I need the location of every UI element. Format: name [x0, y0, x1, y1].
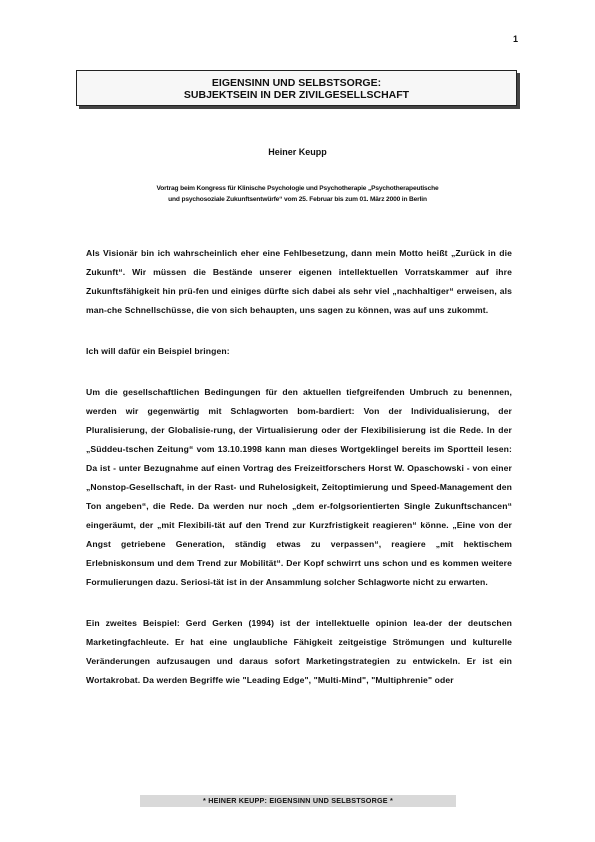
author-name: Heiner Keupp [268, 147, 327, 157]
paragraph-buzzwords: Um die gesellschaftlichen Bedingungen für den aktuellen tiefgreifenden Umbruch zu benennen, werden wir gegenwärtig mit Schlagworten bom-bardiert: Von der Individualisierung, der Pluralisierung, der Globalisie-rung, der Virtualisierung oder der Flexibilisierung ist die Rede. In der „Süddeu-tschen Zeitung“ vom 13.10.1998 kann man dieses Wortgeklingel bereits im Sportteil lesen: Da ist - unter Bezugnahme auf einen Vortrag des Freizeitforschers Horst W. Opaschowski - von einer „Nonstop-Gesellschaft, in der Rast- und Ruhelosigkeit, Zeitoptimierung und Speed-Management den Ton angeben“, die Rede. Da werden nur noch „dem er-folgsorientierten Single Zukunftschancen“ eingeräumt, der „mit Flexibili-tät auf den Trend zur Kurzfristigkeit reagieren“ könne. „Eine von der Angst getriebene Generation, ständig etwas zu verpassen“, reagiere „mit hektischem Erlebniskonsum und dem Trend zur Mobilität“. Der Kopf schwirrt uns schon und es kommen weitere Formulierungen dazu. Seriosi-tät ist in der Ansammlung solcher Schlagworte nicht zu erwarten. [86, 387, 512, 587]
title-line-2: SUBJEKTSEIN IN DER ZIVILGESELLSCHAFT [183, 89, 410, 101]
paragraph-example-intro: Ich will dafür ein Beispiel bringen: [86, 346, 230, 356]
title-line-1: EIGENSINN UND SELBSTSORGE: [211, 77, 382, 89]
talk-note [100, 183, 495, 205]
talk-note-line-1: Vortrag beim Kongress für Klinische Psychologie und Psychotherapie „Psychotherapeutische [156, 185, 439, 192]
page-number: 1 [512, 34, 518, 44]
talk-note-line-2: und psychosoziale Zukunftsentwürfe“ vom 25. Februar bis zum 01. März 2000 in Berlin [168, 196, 427, 203]
paragraph-second-example: Ein zweites Beispiel: Gerd Gerken (1994) ist der intellektuelle opinion lea-der der deutschen Marketingfachleute. Er hat eine unglaubliche Fähigkeit zeitgeistige Strömungen und kulturelle Veränderungen aufzusaugen und daraus sofort Marketingstrategien zu entwickeln. Er ist ein Wortakrobat. Da werden Begriffe wie "Leading Edge", "Multi-Mind", "Multiphrenie" oder [86, 618, 512, 685]
running-footer: * HEINER KEUPP: EIGENSINN UND SELBSTSORGE * [140, 795, 456, 807]
body-text [86, 244, 512, 712]
paragraph-visionary: Als Visionär bin ich wahrscheinlich eher eine Fehlbesetzung, dann mein Motto heißt „Zurück in die Zukunft“. Wir müssen die Bestände unserer eigenen intellektuellen Vorratskammer auf ihre Zukunftsfähigkeit hin prü-fen und einiges dürfte sich dabei als sehr viel „nachhaltiger“ erweisen, als man-che Schnellschüsse, die von sich behaupten, uns sagen zu können, was auf uns zukommt. [86, 248, 512, 315]
title-box [76, 70, 517, 106]
